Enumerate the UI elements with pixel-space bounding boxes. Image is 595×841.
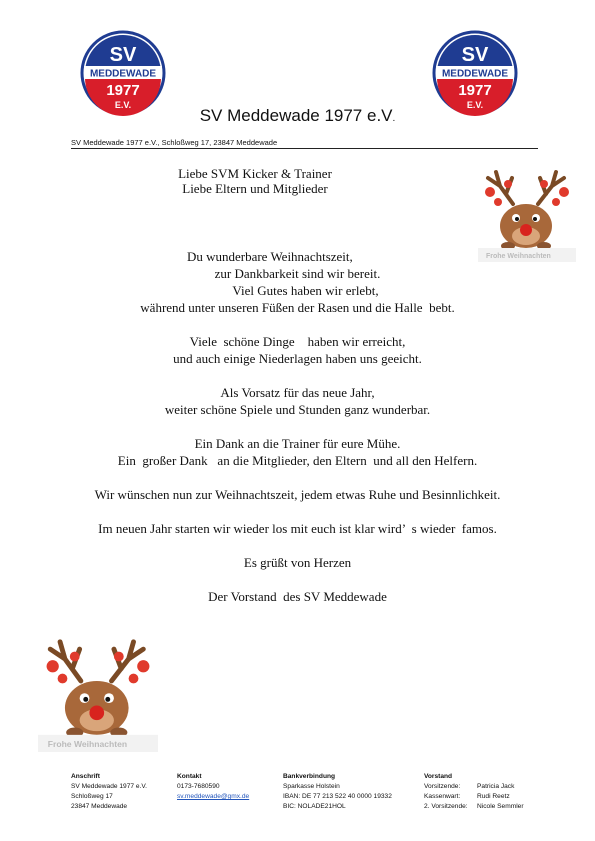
- footer-line: 23847 Meddewade: [71, 803, 128, 810]
- reindeer-image-bottom: [38, 632, 158, 752]
- footer-line: Sparkasse Holstein: [283, 783, 340, 790]
- poem-line: zur Dankbarkeit sind wir bereit.: [214, 266, 381, 281]
- footer-kontakt: [177, 772, 249, 802]
- contact-phone: 0173-7680590: [177, 783, 220, 790]
- footer-heading: Bankverbindung: [283, 773, 336, 780]
- poem-line: Ein großer Dank an die Mitglieder, den Eltern und all den Helfern.: [117, 453, 478, 468]
- footer-heading: Kontakt: [177, 773, 202, 780]
- poem-stanza: [60, 435, 535, 469]
- poem-stanza: [60, 588, 535, 605]
- poem-line: Im neuen Jahr starten wir wieder los mit euch ist klar wird’ s wieder famos.: [98, 521, 497, 536]
- board-row: [424, 802, 524, 812]
- poem-stanza: [60, 520, 535, 537]
- board-role: Vorsitzende:: [424, 783, 461, 790]
- poem-line: während unter unseren Füßen der Rasen und die Halle bebt.: [140, 300, 455, 315]
- poem-line: Wir wünschen nun zur Weihnachtszeit, jedem etwas Ruhe und Besinnlichkeit.: [94, 487, 501, 502]
- footer-anschrift: [71, 772, 147, 812]
- logo-year-text: 1977: [458, 82, 492, 99]
- sender-address-line: SV Meddewade 1977 e.V., Schloßweg 17, 23847 Meddewade: [71, 138, 278, 147]
- logo-name-text: MEDDEWADE: [89, 68, 157, 80]
- poem-body: [60, 248, 535, 622]
- poem-stanza: [60, 333, 535, 367]
- poem-stanza: [60, 248, 535, 316]
- board-name: Patricia Jack: [477, 783, 515, 790]
- footer-line: IBAN: DE 77 213 522 40 0000 19332: [283, 793, 392, 800]
- title-dot: .: [392, 113, 396, 124]
- club-logo-right: [432, 30, 518, 116]
- logo-suffix-text: E.V.: [114, 100, 132, 110]
- poem-line: weiter schöne Spiele und Stunden ganz wunderbar.: [164, 402, 431, 417]
- footer-line: BIC: NOLADE21HOL: [283, 803, 346, 810]
- footer-line: Schloßweg 17: [71, 793, 113, 800]
- poem-line: und auch einige Niederlagen haben uns geeicht.: [173, 351, 422, 366]
- poem-line: Ein Dank an die Trainer für eure Mühe.: [194, 436, 401, 451]
- page-title: [0, 106, 595, 126]
- logo-sv-text: SV: [109, 44, 137, 66]
- board-role: 2. Vorsitzende:: [424, 803, 468, 810]
- poem-line: Als Vorsatz für das neue Jahr,: [220, 385, 375, 400]
- greeting-line: Liebe Eltern und Mitglieder: [182, 181, 328, 196]
- board-row: [424, 792, 524, 802]
- footer-bank: [283, 772, 392, 812]
- greeting-line: Liebe SVM Kicker & Trainer: [178, 166, 332, 181]
- poem-line: Viel Gutes haben wir erlebt,: [216, 283, 379, 298]
- logo-year-text: 1977: [106, 82, 140, 99]
- logo-name-text: MEDDEWADE: [441, 68, 509, 80]
- footer-heading: Anschrift: [71, 773, 100, 780]
- poem-line: Es grüßt von Herzen: [243, 555, 352, 570]
- header-divider: [71, 148, 538, 149]
- poem-line: Du wunderbare Weihnachtszeit,: [186, 249, 409, 264]
- poem-stanza: [60, 486, 535, 503]
- board-name: Rudi Reetz: [477, 793, 510, 800]
- reindeer-caption: Frohe Weihnachten: [486, 253, 551, 260]
- reindeer-caption: Frohe Weihnachten: [47, 739, 128, 750]
- footer-vorstand: [424, 772, 524, 812]
- poem-stanza: [60, 554, 535, 571]
- club-logo-left: [80, 30, 166, 116]
- logo-suffix-text: E.V.: [466, 100, 484, 110]
- footer-line: SV Meddewade 1977 e.V.: [71, 783, 148, 790]
- poem-stanza: [60, 384, 535, 418]
- board-row: [424, 782, 524, 792]
- footer-heading: Vorstand: [424, 773, 453, 780]
- poem-line: Viele schöne Dinge haben wir erreicht,: [189, 334, 406, 349]
- greeting: [150, 166, 360, 196]
- board-role: Kassenwart:: [424, 793, 461, 800]
- board-name: Nicole Semmler: [477, 803, 524, 810]
- contact-email-link[interactable]: sv.meddewade@gmx.de: [177, 793, 250, 800]
- title-text: SV Meddewade 1977 e.V: [199, 106, 393, 125]
- poem-line: Der Vorstand des SV Meddewade: [208, 589, 387, 604]
- logo-sv-text: SV: [461, 44, 489, 66]
